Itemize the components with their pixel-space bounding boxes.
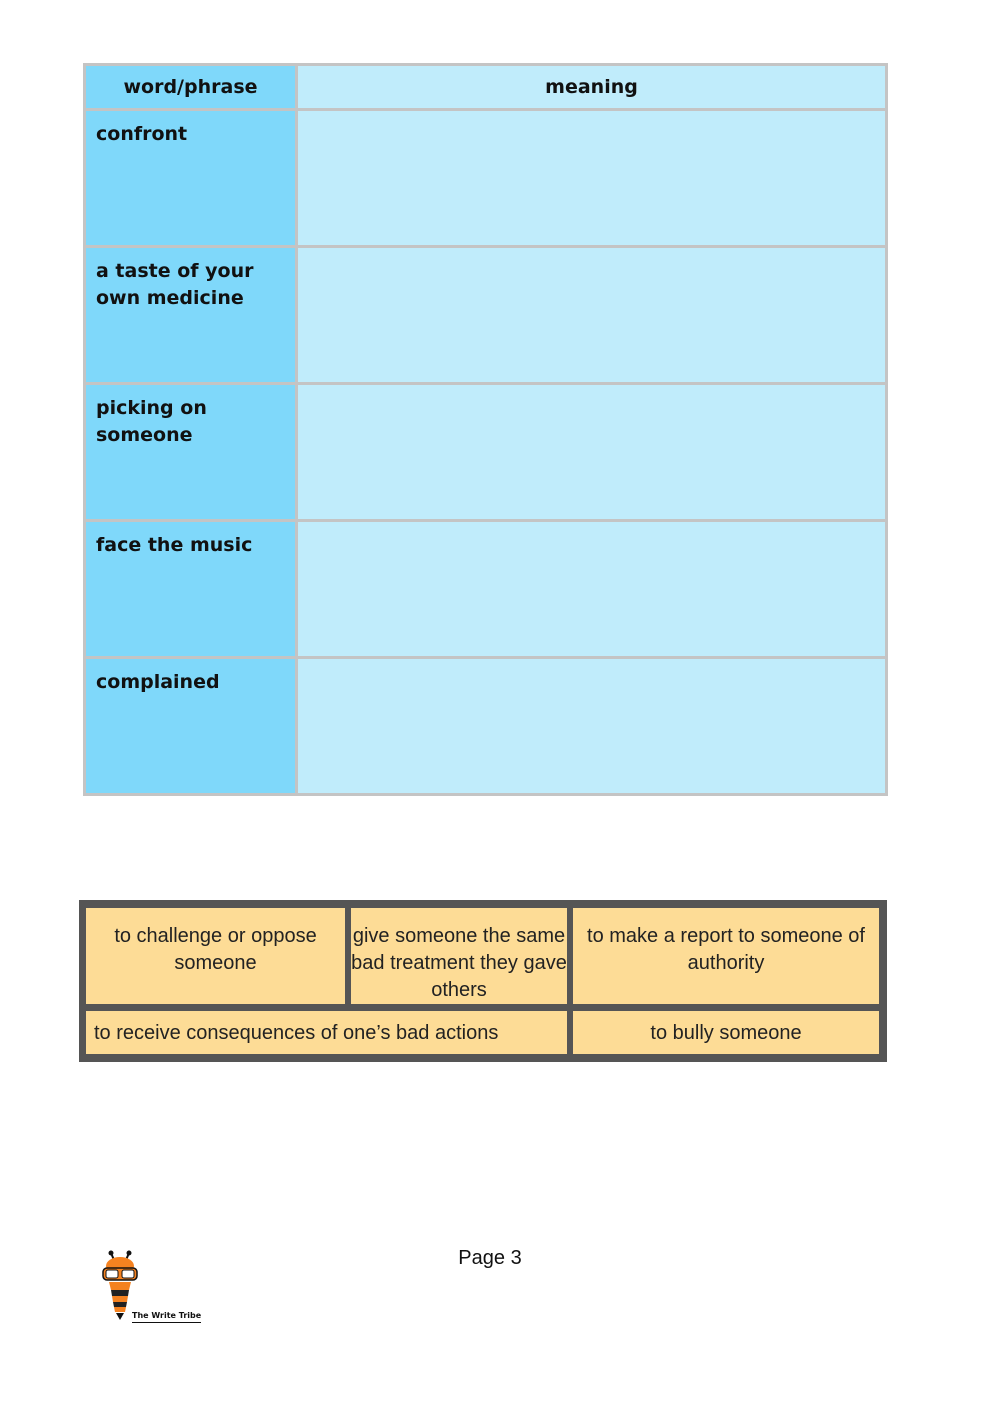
word-cell: a taste of your own medicine: [85, 247, 297, 384]
logo-wordmark: The Write Tribe: [132, 1311, 201, 1323]
table-header-row: [85, 65, 887, 110]
meaning-drop-cell[interactable]: [297, 384, 887, 521]
table-row: [85, 110, 887, 247]
meaning-drop-cell[interactable]: [297, 247, 887, 384]
word-cell: confront: [85, 110, 297, 247]
word-cell: picking on someone: [85, 384, 297, 521]
header-meaning: meaning: [297, 65, 887, 110]
meaning-drop-cell[interactable]: [297, 110, 887, 247]
meaning-drop-cell[interactable]: [297, 658, 887, 795]
table-row: [85, 658, 887, 795]
meaning-drop-cell[interactable]: [297, 521, 887, 658]
answer-card-bank: [79, 900, 887, 1062]
table-row: [85, 521, 887, 658]
word-cell: face the music: [85, 521, 297, 658]
answer-card-report[interactable]: to make a report to someone of authority: [573, 908, 879, 1004]
answer-card-bully[interactable]: to bully someone: [573, 1011, 879, 1054]
table-row: [85, 384, 887, 521]
answer-card-challenge[interactable]: to challenge or oppose someone: [86, 908, 345, 1004]
vocabulary-table: [83, 63, 888, 796]
answer-card-same-treatment[interactable]: give someone the same bad treatment they gave others: [351, 908, 567, 1004]
table-row: [85, 247, 887, 384]
header-word-phrase: word/phrase: [85, 65, 297, 110]
answer-card-consequences[interactable]: to receive consequences of one’s bad actions: [86, 1011, 567, 1054]
word-cell: complained: [85, 658, 297, 795]
page-number: Page 3: [458, 1247, 522, 1269]
